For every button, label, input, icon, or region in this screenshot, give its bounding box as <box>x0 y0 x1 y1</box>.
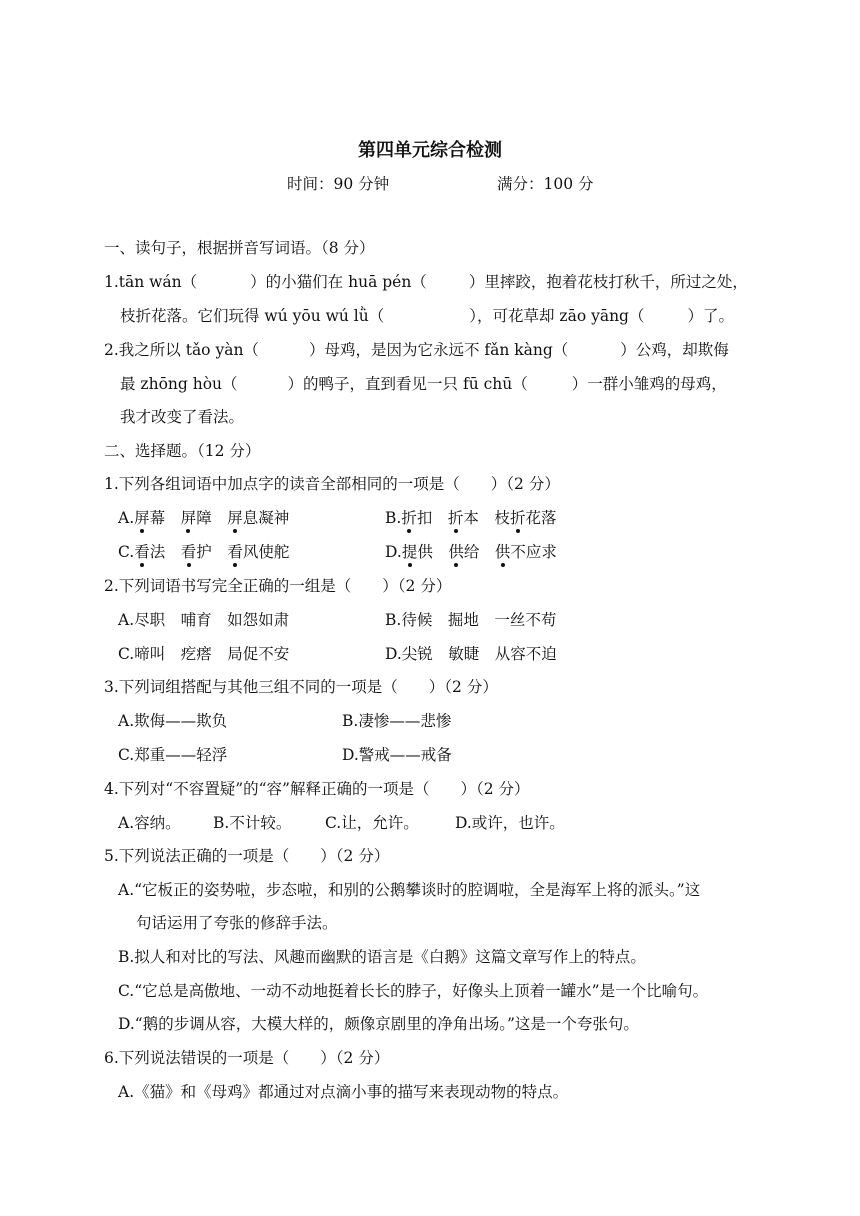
dotted-char: 屏 <box>180 509 197 527</box>
dotted-char: 提 <box>401 543 418 561</box>
s2-q2-option-b[interactable]: B.待候 掘地 一丝不苟 <box>385 611 557 629</box>
s1-q2-text: ）的鸭子，直到看见一只 fū chū（ <box>287 375 528 393</box>
option-letter: A. <box>118 509 135 527</box>
s1-q2-text: ）母鸡，是因为它永远不 fǎn kàng（ <box>308 341 569 359</box>
s1-q1-text: ）里摔跤，抱着花枝打秋千，所过之处， <box>468 273 748 291</box>
dotted-char: 折 <box>509 509 526 527</box>
s2-q1-option-b[interactable] <box>385 508 556 528</box>
option-text: 幕 <box>149 509 166 527</box>
s1-q1-text: ）了。 <box>687 307 734 325</box>
dotted-char: 看 <box>180 543 197 561</box>
dotted-char: 屏 <box>227 509 243 527</box>
option-text: 花落 <box>525 509 557 527</box>
option-letter: D. <box>385 543 402 561</box>
dotted-char: 看 <box>134 543 150 561</box>
option-text: 扣 <box>416 509 433 527</box>
s1-q1-line1 <box>104 272 748 292</box>
dotted-char: 折 <box>401 509 417 527</box>
option-text: 枝 <box>494 509 510 527</box>
section-2-heading: 二、选择题。（12 分） <box>104 442 261 460</box>
option-text: 护 <box>196 543 212 561</box>
s2-q4-option-a[interactable]: A.容纳。 <box>118 814 181 832</box>
dotted-char: 看 <box>227 543 243 561</box>
s1-q2-text: 最 zhōng hòu（ <box>120 375 238 393</box>
s1-q2-text: ）公鸡，却欺侮 <box>620 341 729 359</box>
s2-q3-option-b[interactable]: B.凄惨——悲惨 <box>342 712 452 730</box>
dotted-char: 供 <box>448 543 464 561</box>
s1-q1-text: ）的小猫们在 huā pén（ <box>250 273 427 291</box>
s2-q2-option-d[interactable]: D.尖锐 敏睫 从容不迫 <box>385 645 557 663</box>
option-text: 障 <box>196 509 212 527</box>
s1-q2-text: 2.我之所以 tǎo yàn（ <box>104 341 259 359</box>
s2-q1-stem: 1.下列各组词语中加点字的读音全部相同的一项是（ ）（2 分） <box>104 475 560 493</box>
s1-q2-line2 <box>120 374 727 394</box>
s2-q6-option-a[interactable]: A.《猫》和《母鸡》都通过对点滴小事的描写来表现动物的特点。 <box>118 1083 569 1101</box>
section-1-heading: 一、读句子，根据拼音写词语。（8 分） <box>104 239 375 257</box>
dotted-char: 折 <box>447 509 464 527</box>
s2-q1-option-d[interactable] <box>385 542 557 562</box>
s2-q4-option-d[interactable]: D.或许，也许。 <box>455 814 565 832</box>
option-text: 法 <box>149 543 166 561</box>
s2-q5-stem: 5.下列说法正确的一项是（ ）（2 分） <box>104 847 390 865</box>
s1-q2-line3: 我才改变了看法。 <box>120 408 245 426</box>
s2-q1-option-c[interactable] <box>118 542 289 562</box>
s2-q3-stem: 3.下列词组搭配与其他三组不同的一项是（ ）（2 分） <box>104 678 498 696</box>
s2-q3-option-a[interactable]: A.欺侮——欺负 <box>118 712 228 730</box>
time-limit: 时间：90 分钟 <box>287 175 390 193</box>
s1-q1-text: 1.tān wán（ <box>104 273 198 291</box>
s2-q2-option-c[interactable]: C.啼叫 疙瘩 局促不安 <box>118 645 290 663</box>
s2-q4-option-c[interactable]: C.让，允许。 <box>325 814 419 832</box>
s2-q5-option-a[interactable]: A.“它板正的姿势啦，步态啦，和别的公鹅攀谈时的腔调啦，全是海军上将的派头。”这 <box>118 881 701 899</box>
s2-q5-option-a-cont: 句话运用了夸张的修辞手法。 <box>136 914 338 932</box>
s2-q2-stem: 2.下列词语书写完全正确的一组是（ ）（2 分） <box>104 577 452 595</box>
s2-q5-option-d[interactable]: D.“鹅的步调从容，大模大样的，颇像京剧里的净角出场。”这是一个夸张句。 <box>118 1015 639 1033</box>
option-text: 本 <box>463 509 479 527</box>
option-letter: C. <box>118 543 135 561</box>
s2-q2-option-a[interactable]: A.尽职 哺育 如怨如肃 <box>118 611 290 629</box>
s2-q6-stem: 6.下列说法错误的一项是（ ）（2 分） <box>104 1049 390 1067</box>
s2-q4-stem: 4.下列对“不容置疑”的“容”解释正确的一项是（ ）（2 分） <box>104 780 530 798</box>
s1-q1-text: 枝折花落。它们玩得 wú yōu wú lǜ（ <box>120 307 385 325</box>
option-text: 风使舵 <box>242 543 290 561</box>
option-text: 息凝神 <box>242 509 290 527</box>
dotted-char: 屏 <box>134 509 150 527</box>
s1-q2-line1 <box>104 340 729 360</box>
s1-q1-line2 <box>120 306 734 326</box>
s2-q3-option-c[interactable]: C.郑重——轻浮 <box>118 746 228 764</box>
option-text: 不应求 <box>510 543 557 561</box>
s1-q2-text: ）一群小雏鸡的母鸡， <box>571 375 727 393</box>
option-text: 供 <box>417 543 433 561</box>
s2-q5-option-c[interactable]: C.“它总是高傲地、一动不动地挺着长长的脖子，好像头上顶着一罐水”是一个比喻句。 <box>118 982 709 1000</box>
s2-q4-option-b[interactable]: B.不计较。 <box>213 814 292 832</box>
option-text: 给 <box>463 543 480 561</box>
s2-q5-option-b[interactable]: B.拟人和对比的写法、风趣而幽默的语言是《白鹅》这篇文章写作上的特点。 <box>118 948 646 966</box>
s2-q1-option-a[interactable] <box>118 508 289 528</box>
page-title: 第四单元综合检测 <box>358 140 502 161</box>
option-letter: B. <box>385 509 402 527</box>
dotted-char: 供 <box>494 543 511 561</box>
s2-q3-option-d[interactable]: D.警戒——戒备 <box>342 746 452 764</box>
s1-q1-text: ），可花草却 zāo yāng（ <box>469 307 645 325</box>
full-score: 满分：100 分 <box>497 175 594 193</box>
